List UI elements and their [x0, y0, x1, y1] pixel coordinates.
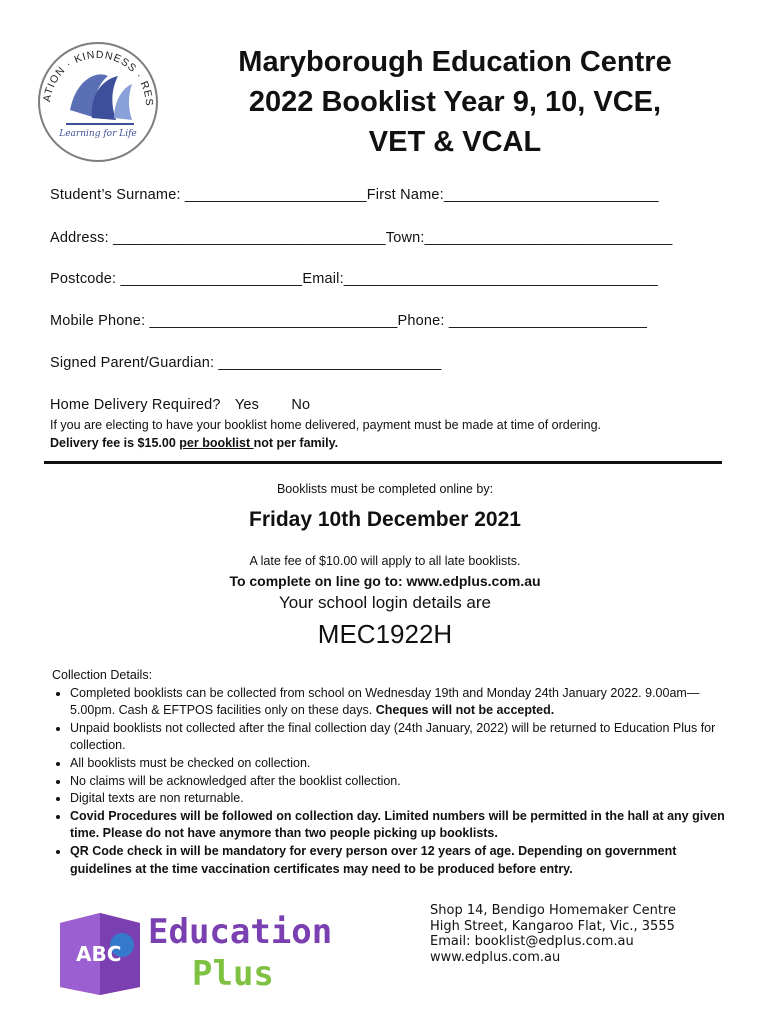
education-plus-logo [56, 905, 366, 995]
collection-item: • Unpaid booklists not collected after the final collection day (24th January, 2022) will be returned to Education Plus for collection. [70, 720, 732, 755]
contact-email[interactable]: Email: booklist@edplus.com.au [430, 934, 634, 949]
collection-item [70, 685, 732, 720]
postcode-email-field[interactable]: Postcode: ______________________Email:______________________________________ [50, 271, 658, 287]
fee-prefix: Delivery fee is $15.00 [50, 436, 180, 450]
contact-address [430, 903, 676, 965]
address-line-2: High Street, Kangaroo Flat, Vic., 3555 [430, 918, 675, 934]
signed-guardian-field[interactable]: Signed Parent/Guardian: ___________________________ [50, 355, 442, 371]
logo-abc: ABC [76, 942, 122, 966]
school-logo [36, 40, 160, 164]
login-intro: Your school login details are [278, 593, 491, 612]
collection-details [52, 667, 732, 878]
delivery-fee-note [50, 436, 338, 450]
logo-word-education: Education [148, 912, 333, 952]
login-code: MEC1922H [317, 619, 453, 649]
title-line-2: 2022 Booklist Year 9, 10, VCE, [248, 86, 662, 118]
collection-item-text: Completed booklists can be collected from school on Wednesday 19th and Monday 24th January 2022. 9.00am—5.00pm. Cash & EFTPOS facilities only on these days. [70, 685, 700, 718]
collection-item: • Digital texts are non returnable. [70, 790, 732, 808]
online-instruction: To complete on line go to: www.edplus.com.au [229, 573, 541, 589]
delivery-no-option[interactable]: No [291, 397, 311, 413]
delivery-yes-option[interactable]: Yes [234, 397, 260, 413]
fee-underlined: per booklist [179, 436, 254, 450]
online-intro: Booklists must be completed online by: [276, 482, 494, 496]
logo-ring-text: ATION · KINDNESS · RES [41, 48, 156, 107]
delivery-note: If you are electing to have your booklist home delivered, payment must be made at time of ordering. [50, 418, 601, 432]
page-title [190, 42, 720, 162]
mobile-phone-field[interactable]: Mobile Phone: ______________________________Phone: ________________________ [50, 313, 648, 329]
collection-heading: Collection Details: [52, 668, 153, 682]
home-delivery-label: Home Delivery Required? [50, 397, 221, 413]
late-fee-note: A late fee of $10.00 will apply to all late booklists. [249, 554, 521, 568]
collection-item-covid: • Covid Procedures will be followed on collection day. Limited numbers will be permitted in the hall at any given time. Please do not have anymore than two people picking up booklists. [70, 808, 732, 843]
surname-firstname-field[interactable]: Student’s Surname: ______________________First Name:__________________________ [50, 187, 659, 203]
address-town-field[interactable]: Address: _________________________________Town:______________________________ [50, 230, 673, 246]
address-line-1: Shop 14, Bendigo Homemaker Centre [430, 903, 677, 918]
collection-item: • No claims will be acknowledged after the booklist collection. [70, 773, 732, 791]
deadline: Friday 10th December 2021 [249, 508, 521, 531]
title-line-3: VET & VCAL [368, 126, 542, 158]
section-divider [44, 461, 722, 464]
cheques-note: Cheques will not be accepted. [375, 703, 555, 718]
website-link[interactable]: www.edplus.com.au [430, 949, 561, 965]
fee-suffix: not per family. [253, 436, 339, 450]
logo-tagline: Learning for Life [59, 129, 137, 139]
home-delivery-row [50, 397, 310, 413]
collection-item-qr: • QR Code check in will be mandatory for every person over 12 years of age. Depending on government guidelines at the time vaccination certificates may need to be produced before entry. [70, 843, 732, 878]
logo-word-plus: Plus [192, 954, 274, 994]
collection-item: • All booklists must be checked on collection. [70, 755, 732, 773]
title-line-1: Maryborough Education Centre [238, 46, 672, 78]
